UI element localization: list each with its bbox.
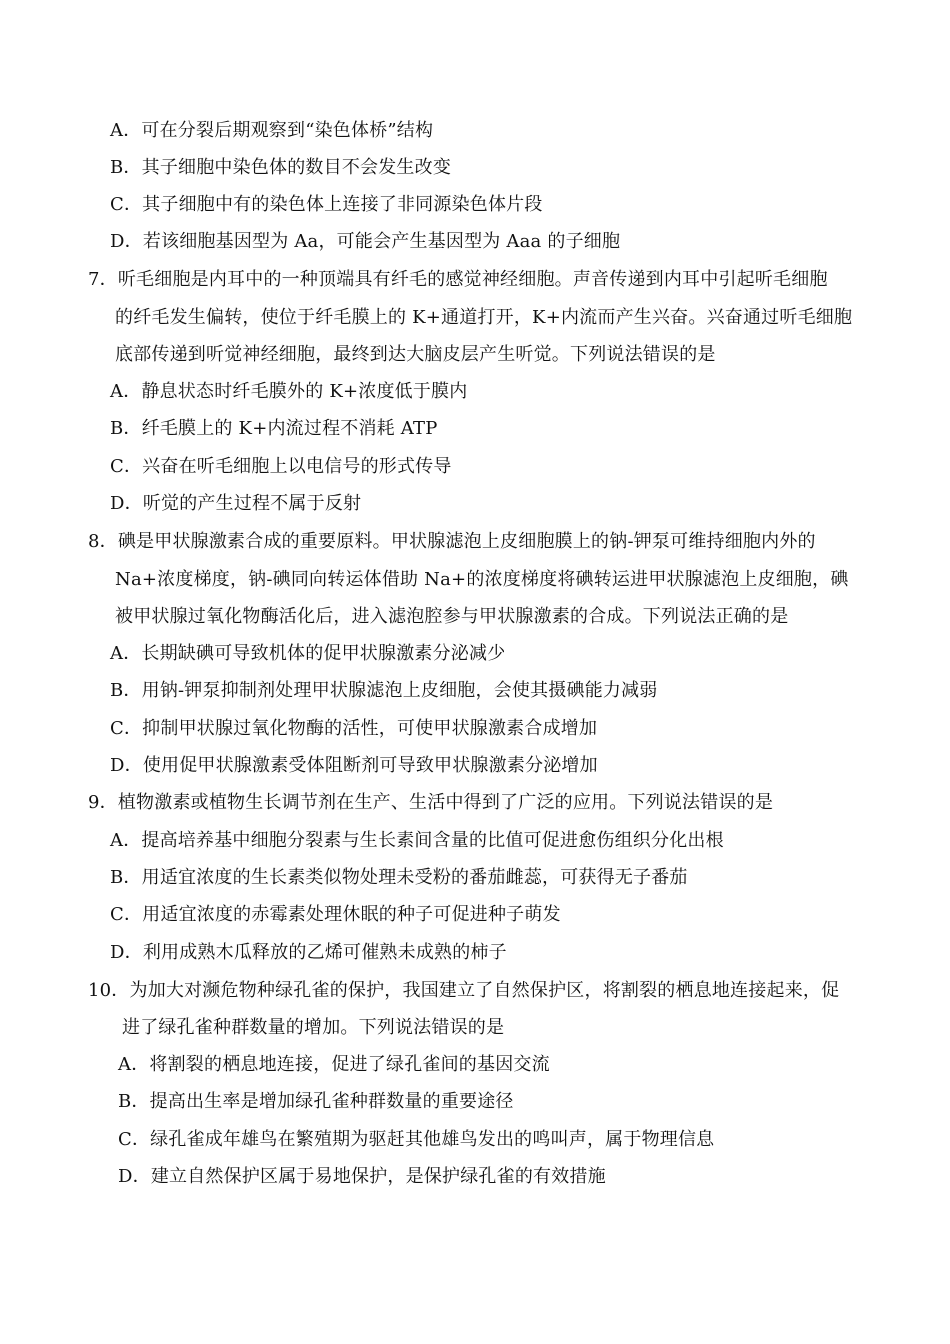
q9-option-b: B．用适宜浓度的生长素类似物处理未受粉的番茄雌蕊，可获得无子番茄 [110, 867, 688, 888]
q8-stem-line-1: 8．碘是甲状腺激素合成的重要原料。甲状腺滤泡上皮细胞膜上的钠-钾泵可维持细胞内外的 [88, 531, 816, 552]
q6-option-b: B．其子细胞中染色体的数目不会发生改变 [110, 157, 452, 178]
q10-stem-line-2: 进了绿孔雀种群数量的增加。下列说法错误的是 [122, 1017, 505, 1038]
q10-stem-line-1: 10．为加大对濒危物种绿孔雀的保护，我国建立了自然保护区，将割裂的栖息地连接起来，促 [88, 980, 840, 1001]
q7-option-b: B．纤毛膜上的 K+内流过程不消耗 ATP [110, 418, 438, 439]
q7-stem-line-2: 的纤毛发生偏转，使位于纤毛膜上的 K+通道打开，K+内流而产生兴奋。兴奋通过听毛细胞 [115, 307, 853, 328]
q9-option-a: A．提高培养基中细胞分裂素与生长素间含量的比值可促进愈伤组织分化出根 [110, 830, 724, 851]
q7-option-c: C．兴奋在听毛细胞上以电信号的形式传导 [110, 456, 452, 477]
q8-option-c: C．抑制甲状腺过氧化物酶的活性，可使甲状腺激素合成增加 [110, 718, 598, 739]
q8-option-d: D．使用促甲状腺激素受体阻断剂可导致甲状腺激素分泌增加 [110, 755, 598, 776]
q8-option-b: B．用钠-钾泵抑制剂处理甲状腺滤泡上皮细胞，会使其摄碘能力减弱 [110, 680, 658, 701]
q7-stem-line-3: 底部传递到听觉神经细胞，最终到达大脑皮层产生听觉。下列说法错误的是 [115, 344, 716, 365]
q10-option-d: D．建立自然保护区属于易地保护，是保护绿孔雀的有效措施 [118, 1166, 606, 1187]
q7-stem-line-1: 7．听毛细胞是内耳中的一种顶端具有纤毛的感觉神经细胞。声音传递到内耳中引起听毛细胞 [88, 269, 828, 290]
q9-option-d: D．利用成熟木瓜释放的乙烯可催熟未成熟的柿子 [110, 942, 507, 963]
q7-option-d: D．听觉的产生过程不属于反射 [110, 493, 362, 514]
q9-option-c: C．用适宜浓度的赤霉素处理休眠的种子可促进种子萌发 [110, 904, 561, 925]
q10-option-c: C．绿孔雀成年雄鸟在繁殖期为驱赶其他雄鸟发出的鸣叫声，属于物理信息 [118, 1129, 715, 1150]
q8-stem-line-2: Na+浓度梯度，钠-碘同向转运体借助 Na+的浓度梯度将碘转运进甲状腺滤泡上皮细胞，碘 [115, 569, 849, 590]
q7-option-a: A．静息状态时纤毛膜外的 K+浓度低于膜内 [110, 381, 468, 402]
q9-stem-line-1: 9．植物激素或植物生长调节剂在生产、生活中得到了广泛的应用。下列说法错误的是 [88, 792, 774, 813]
q10-option-a: A．将割裂的栖息地连接，促进了绿孔雀间的基因交流 [118, 1054, 550, 1075]
q6-option-a: A．可在分裂后期观察到“染色体桥”结构 [110, 120, 434, 141]
q8-stem-line-3: 被甲状腺过氧化物酶活化后，进入滤泡腔参与甲状腺激素的合成。下列说法正确的是 [115, 606, 789, 627]
q6-option-d: D．若该细胞基因型为 Aa，可能会产生基因型为 Aaa 的子细胞 [110, 231, 621, 252]
q8-option-a: A．长期缺碘可导致机体的促甲状腺激素分泌减少 [110, 643, 506, 664]
q6-option-c: C．其子细胞中有的染色体上连接了非同源染色体片段 [110, 194, 543, 215]
q10-option-b: B．提高出生率是增加绿孔雀种群数量的重要途径 [118, 1091, 514, 1112]
